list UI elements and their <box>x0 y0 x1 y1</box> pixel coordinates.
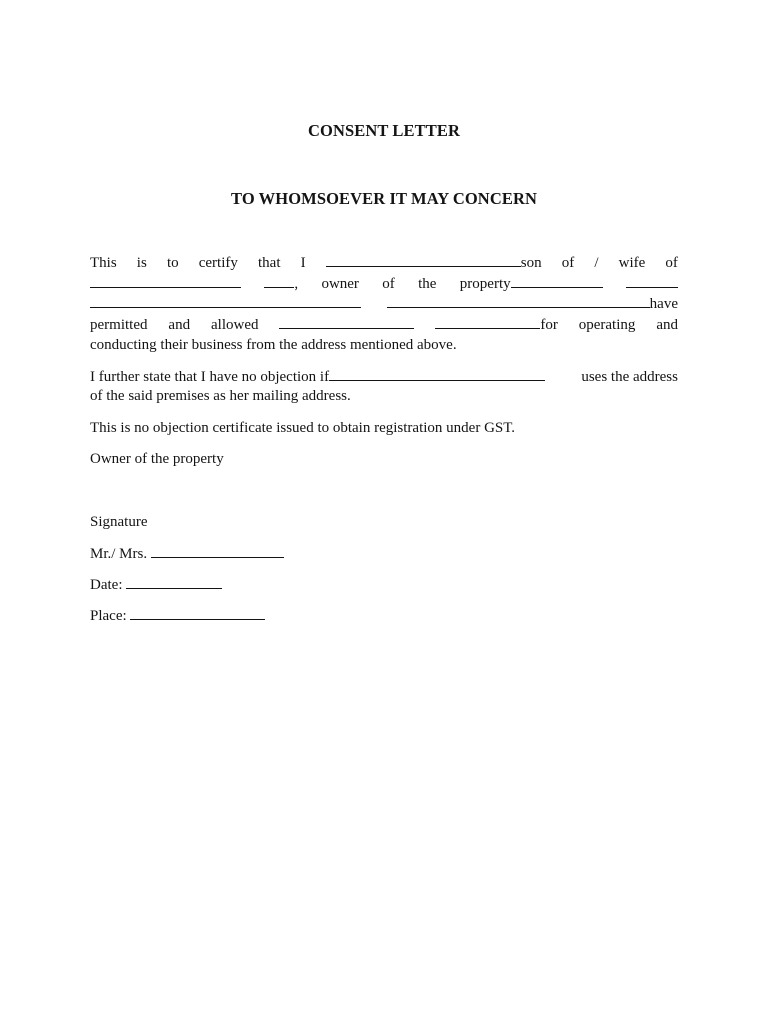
paragraph-1-line-3 <box>90 293 678 315</box>
blank-address-field[interactable] <box>90 293 361 308</box>
segment <box>90 366 545 388</box>
blank-name-signature-field[interactable] <box>151 543 284 558</box>
word: property <box>459 276 511 292</box>
paragraph-2-line-2: of the said premises as her mailing address. <box>90 388 351 404</box>
document-subtitle: TO WHOMSOEVER IT MAY CONCERN <box>231 189 537 208</box>
date-label: Date: <box>90 577 123 593</box>
text: I further state that I have no objection if <box>90 369 330 385</box>
blank-business-field-2[interactable] <box>435 314 540 329</box>
word: permitted <box>90 317 148 333</box>
word: certify <box>198 255 238 271</box>
place-label: Place: <box>90 608 127 624</box>
segment <box>460 273 603 295</box>
word: wife <box>618 255 646 271</box>
blank-place-field[interactable] <box>130 605 265 620</box>
text: uses the address <box>581 369 678 385</box>
word: is <box>136 255 147 271</box>
blank-property-field-2[interactable] <box>626 273 678 288</box>
word: and <box>656 317 678 333</box>
name-line <box>90 543 678 565</box>
name-label: Mr./ Mrs. <box>90 546 148 562</box>
word: of <box>382 276 395 292</box>
blank-property-field[interactable] <box>511 273 603 288</box>
word: the <box>418 276 437 292</box>
paragraph-1-line-2 <box>90 273 678 295</box>
word: allowed <box>211 317 259 333</box>
paragraph-1-line-5: conducting their business from the address mentioned above. <box>90 337 457 353</box>
blank-relation-name-field[interactable] <box>90 273 241 288</box>
word: for <box>540 317 558 333</box>
signature-label: Signature <box>90 514 148 530</box>
blank-tenant-name-field[interactable] <box>329 366 545 381</box>
document-title: CONSENT LETTER <box>308 121 460 140</box>
word: that <box>258 255 281 271</box>
owner-label: Owner of the property <box>90 451 224 467</box>
segment <box>387 293 678 315</box>
word: of <box>665 255 678 271</box>
place-line <box>90 605 678 627</box>
word: / <box>594 255 599 271</box>
word: son <box>520 255 542 271</box>
word: I <box>300 255 306 271</box>
segment <box>264 273 298 295</box>
paragraph-1-line-4 <box>90 314 678 336</box>
blank-name-field[interactable] <box>326 252 521 267</box>
word: and <box>168 317 191 333</box>
comma: , <box>294 276 299 292</box>
word: to <box>166 255 179 271</box>
word: This <box>90 255 117 271</box>
word: owner <box>321 276 359 292</box>
blank-business-name-field[interactable] <box>279 314 414 329</box>
word: of <box>561 255 575 271</box>
paragraph-1-line-1 <box>90 252 678 274</box>
word: have <box>649 296 678 312</box>
date-line <box>90 574 678 596</box>
blank-short-field[interactable] <box>264 273 294 288</box>
segment <box>435 314 558 336</box>
blank-date-field[interactable] <box>126 574 222 589</box>
paragraph-3: This is no objection certificate issued to obtain registration under GST. <box>90 420 516 436</box>
paragraph-2-line-1 <box>90 366 678 388</box>
segment <box>326 252 542 274</box>
word: operating <box>578 317 636 333</box>
blank-address-field-2[interactable] <box>387 293 650 308</box>
